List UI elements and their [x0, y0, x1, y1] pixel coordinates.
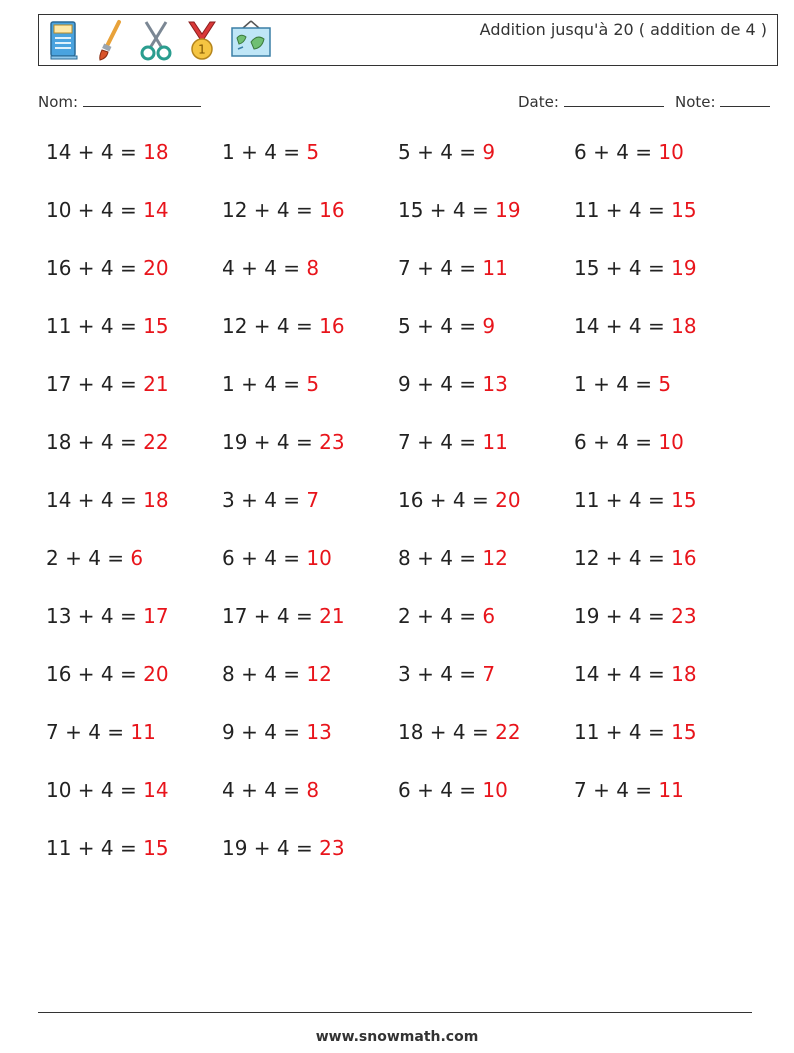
problem-answer: 13	[482, 372, 508, 396]
problem-question: 6 + 4 =	[574, 140, 659, 164]
problem-question: 6 + 4 =	[574, 430, 659, 454]
problem-question: 11 + 4 =	[574, 488, 672, 512]
problem	[398, 430, 568, 454]
problem-answer: 21	[143, 372, 169, 396]
problem-question: 8 + 4 =	[222, 662, 307, 686]
problem	[398, 662, 568, 686]
problem-question: 4 + 4 =	[222, 256, 307, 280]
worksheet-header	[38, 14, 778, 66]
problem	[574, 662, 744, 686]
problem-answer: 8	[306, 256, 320, 280]
problem-answer: 16	[671, 546, 697, 570]
svg-text:1: 1	[198, 42, 206, 57]
problem-question: 19 + 4 =	[222, 836, 320, 860]
paintbrush-icon	[91, 18, 129, 62]
problem-answer: 20	[143, 662, 169, 686]
problem-answer: 10	[658, 430, 684, 454]
problem-question: 19 + 4 =	[574, 604, 672, 628]
problem-question: 14 + 4 =	[574, 314, 672, 338]
problem-question: 11 + 4 =	[46, 314, 144, 338]
problem-question: 6 + 4 =	[398, 778, 483, 802]
problem-answer: 15	[671, 198, 697, 222]
problem-answer: 18	[671, 662, 697, 686]
problem	[222, 662, 392, 686]
problem-question: 2 + 4 =	[46, 546, 131, 570]
problem-question: 1 + 4 =	[222, 140, 307, 164]
problem	[574, 604, 744, 628]
footer-divider	[38, 1012, 752, 1013]
problem-question: 10 + 4 =	[46, 198, 144, 222]
problem	[398, 140, 568, 164]
footer-site: www.snowmath.com	[315, 1029, 479, 1045]
date-label: Date:	[518, 93, 559, 111]
problem-question: 17 + 4 =	[222, 604, 320, 628]
problem	[46, 662, 216, 686]
scissors-icon	[137, 18, 175, 62]
problem-answer: 11	[130, 720, 156, 744]
problem	[398, 778, 568, 802]
worksheet-title: Addition jusqu'à 20 ( addition de 4 )	[479, 20, 767, 39]
problem-question: 13 + 4 =	[46, 604, 144, 628]
problem-answer: 22	[495, 720, 521, 744]
problem	[46, 488, 216, 512]
problem-answer: 14	[143, 198, 169, 222]
problem	[398, 546, 568, 570]
problem-answer: 9	[482, 140, 496, 164]
problem	[398, 256, 568, 280]
problem-answer: 12	[306, 662, 332, 686]
problem-answer: 5	[306, 372, 320, 396]
problem-answer: 23	[319, 430, 345, 454]
problem	[574, 778, 744, 802]
problem-answer: 20	[143, 256, 169, 280]
problem	[46, 198, 216, 222]
problem-question: 5 + 4 =	[398, 314, 483, 338]
problem-answer: 23	[671, 604, 697, 628]
problem	[574, 372, 744, 396]
name-label: Nom:	[38, 93, 79, 111]
problem-answer: 20	[495, 488, 521, 512]
problem	[398, 314, 568, 338]
problem	[46, 720, 216, 744]
problem-question: 16 + 4 =	[398, 488, 496, 512]
problem-question: 14 + 4 =	[574, 662, 672, 686]
problem-answer: 15	[143, 314, 169, 338]
problem	[574, 488, 744, 512]
problem-question: 7 + 4 =	[398, 430, 483, 454]
problem	[222, 604, 392, 628]
problem-question: 3 + 4 =	[222, 488, 307, 512]
problem-answer: 10	[482, 778, 508, 802]
problem-answer: 11	[658, 778, 684, 802]
problem-answer: 10	[306, 546, 332, 570]
problem-answer: 6	[130, 546, 144, 570]
problem	[574, 256, 744, 280]
problem	[574, 314, 744, 338]
problem	[46, 256, 216, 280]
problem	[46, 314, 216, 338]
map-icon	[229, 18, 273, 62]
problem	[574, 720, 744, 744]
problem-answer: 12	[482, 546, 508, 570]
problem-answer: 17	[143, 604, 169, 628]
problem-question: 7 + 4 =	[574, 778, 659, 802]
problem-answer: 10	[658, 140, 684, 164]
problem-question: 6 + 4 =	[222, 546, 307, 570]
problem-answer: 19	[495, 198, 521, 222]
problem-question: 7 + 4 =	[46, 720, 131, 744]
problem-question: 1 + 4 =	[222, 372, 307, 396]
problem	[222, 720, 392, 744]
problem	[222, 372, 392, 396]
problem-question: 7 + 4 =	[398, 256, 483, 280]
problem-answer: 5	[658, 372, 672, 396]
medal-icon	[183, 18, 221, 62]
problem-answer: 7	[482, 662, 496, 686]
problem-question: 11 + 4 =	[574, 720, 672, 744]
problem	[222, 256, 392, 280]
problem-question: 10 + 4 =	[46, 778, 144, 802]
problem-answer: 18	[143, 140, 169, 164]
grade-field	[675, 92, 770, 111]
problem-answer: 18	[143, 488, 169, 512]
date-field	[518, 92, 664, 111]
problem-question: 18 + 4 =	[46, 430, 144, 454]
problem-question: 14 + 4 =	[46, 488, 144, 512]
problem-answer: 13	[306, 720, 332, 744]
header-icons	[45, 18, 273, 62]
problem-answer: 21	[319, 604, 345, 628]
problem-answer: 16	[319, 314, 345, 338]
problem	[398, 198, 568, 222]
problem-question: 9 + 4 =	[222, 720, 307, 744]
problem	[574, 198, 744, 222]
problem	[398, 604, 568, 628]
problem-question: 19 + 4 =	[222, 430, 320, 454]
date-blank[interactable]	[564, 92, 664, 107]
problem-question: 9 + 4 =	[398, 372, 483, 396]
problem	[222, 140, 392, 164]
problem-question: 18 + 4 =	[398, 720, 496, 744]
problem-question: 12 + 4 =	[222, 314, 320, 338]
problem-answer: 19	[671, 256, 697, 280]
problem-answer: 16	[319, 198, 345, 222]
problem	[222, 546, 392, 570]
grade-label: Note:	[675, 93, 716, 111]
name-field	[38, 92, 201, 111]
problem-answer: 6	[482, 604, 496, 628]
problem	[222, 198, 392, 222]
problem	[574, 140, 744, 164]
problem	[46, 372, 216, 396]
problem-answer: 18	[671, 314, 697, 338]
problem	[222, 488, 392, 512]
problem	[46, 430, 216, 454]
problem-question: 2 + 4 =	[398, 604, 483, 628]
problem	[46, 778, 216, 802]
problem-question: 8 + 4 =	[398, 546, 483, 570]
problem-question: 5 + 4 =	[398, 140, 483, 164]
problem-question: 3 + 4 =	[398, 662, 483, 686]
problem	[222, 836, 392, 860]
problem	[222, 430, 392, 454]
problem-answer: 11	[482, 256, 508, 280]
grade-blank[interactable]	[720, 92, 770, 107]
problem-question: 16 + 4 =	[46, 662, 144, 686]
problem-question: 12 + 4 =	[222, 198, 320, 222]
problem-answer: 7	[306, 488, 320, 512]
problem-question: 4 + 4 =	[222, 778, 307, 802]
problem	[398, 720, 568, 744]
problem-question: 15 + 4 =	[398, 198, 496, 222]
problem-answer: 11	[482, 430, 508, 454]
problem-question: 16 + 4 =	[46, 256, 144, 280]
problem-answer: 9	[482, 314, 496, 338]
problem-question: 15 + 4 =	[574, 256, 672, 280]
problem-question: 14 + 4 =	[46, 140, 144, 164]
problem-answer: 23	[319, 836, 345, 860]
problem-question: 1 + 4 =	[574, 372, 659, 396]
problem-answer: 14	[143, 778, 169, 802]
problem-answer: 22	[143, 430, 169, 454]
problem-answer: 15	[671, 720, 697, 744]
problem	[574, 430, 744, 454]
problem-question: 11 + 4 =	[46, 836, 144, 860]
problem	[398, 488, 568, 512]
problem-answer: 8	[306, 778, 320, 802]
problem-answer: 15	[671, 488, 697, 512]
problem	[46, 546, 216, 570]
problem-question: 12 + 4 =	[574, 546, 672, 570]
problem-question: 17 + 4 =	[46, 372, 144, 396]
problem	[46, 140, 216, 164]
problem-question: 11 + 4 =	[574, 198, 672, 222]
problem	[46, 836, 216, 860]
problem	[222, 778, 392, 802]
name-blank[interactable]	[83, 92, 201, 107]
problem-answer: 15	[143, 836, 169, 860]
problem	[222, 314, 392, 338]
book-icon	[45, 18, 83, 62]
problem	[46, 604, 216, 628]
problem	[574, 546, 744, 570]
problem-answer: 5	[306, 140, 320, 164]
problem	[398, 372, 568, 396]
